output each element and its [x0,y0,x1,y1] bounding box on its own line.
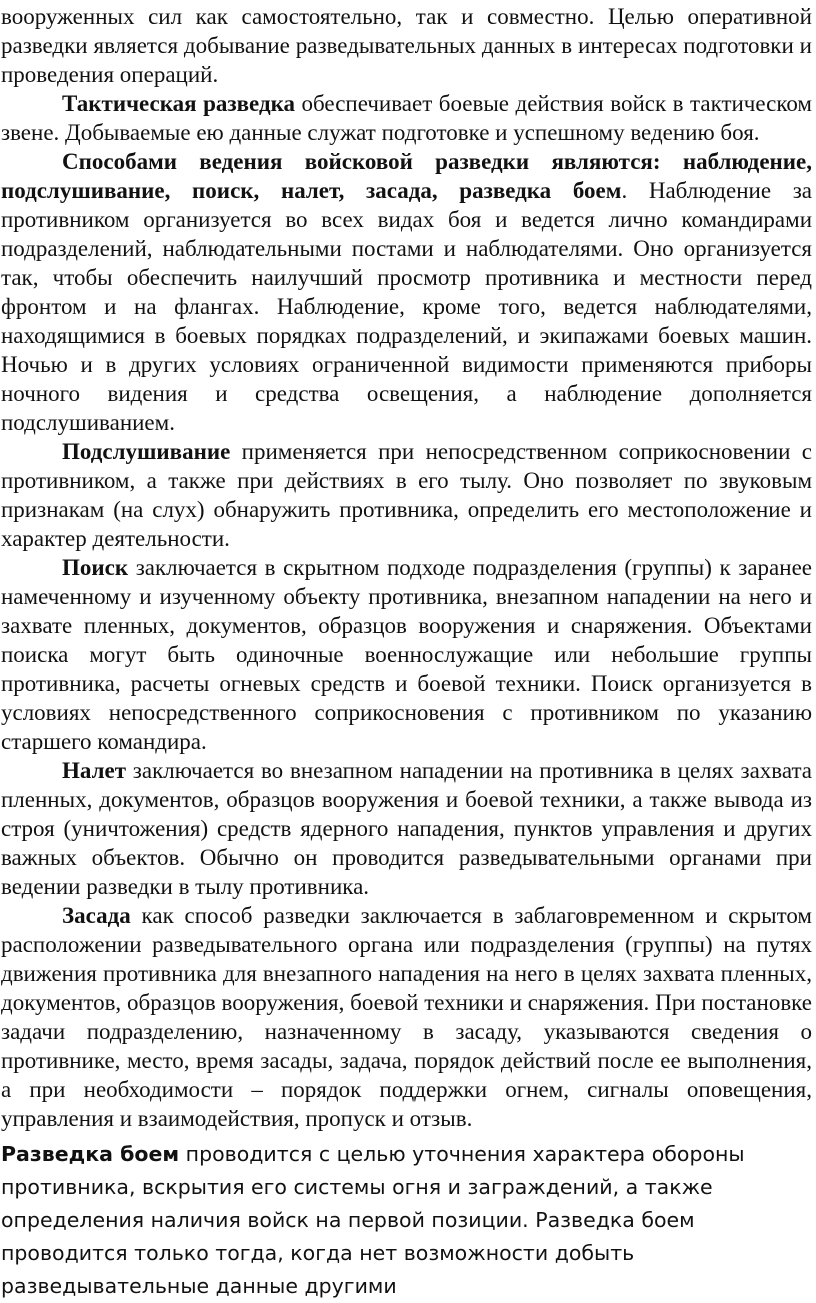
paragraph-text: применяется при непосредственном соприкосновении с противником, а также при действиях в его тылу. Оно позволяет по звуковым признакам (на слух) обнаружить противника, определить его местоположение и характер деятельности. [1,439,812,551]
paragraph-raid [1,756,812,901]
term-recon-by-battle: Разведка боем [1,1142,180,1166]
term-ambush: Засада [62,903,131,928]
term-raid: Налет [62,758,127,783]
paragraph-search [1,553,812,756]
term-search: Поиск [62,555,129,580]
paragraph-text: проводится с целью уточнения характера обороны противника, вскрытия его системы огня и заграждений, а также определения наличия войск на первой позиции. Разведка боем проводится только тогда, когда нет возможности добыть разведывательные данные другими [1,1142,745,1298]
paragraph-text: . Наблюдение за противником организуется во всех видах боя и ведется лично командирами подразделений, наблюдательными постами и наблюдателями. Оно организуется так, чтобы обеспечить наилучший просмотр противника и местности перед фронтом и на флангах. Наблюдение, кроме того, ведется наблюдателями, находящимися в боевых порядках подразделений, и экипажами боевых машин. Ночью и в других условиях ограниченной видимости применяются приборы ночного видения и средства освещения, а наблюдение дополняется подслушиванием. [1,178,812,435]
paragraph-ambush [1,901,812,1133]
paragraph-recon-by-battle [1,1138,812,1303]
paragraph-eavesdropping [1,437,812,553]
paragraph-text: обеспечивает боевые действия войск в тактическом звене. Добываемые ею данные служат подготовке и успешному ведению боя. [1,91,812,145]
paragraph-text: как способ разведки заключается в заблаговременном и скрытом расположении разведывательного органа или подразделения (группы) на путях движения противника для внезапного нападения на него в целях захвата пленных, документов, образцов вооружения, боевой техники и снаряжения. При постановке задачи подразделению, назначенному в засаду, указываются сведения о противнике, место, время засады, задача, порядок действий после ее выполнения, а при необходимости – порядок поддержки огнем, сигналы оповещения, управления и взаимодействия, пропуск и отзыв. [1,903,812,1131]
paragraph-text: заключается в скрытном подходе подразделения (группы) к заранее намеченному и изученному объекту противника, внезапном нападении на него и захвате пленных, документов, образцов вооружения и снаряжения. Объектами поиска могут быть одиночные военнослужащие или небольшие группы противника, расчеты огневых средств и боевой техники. Поиск организуется в условиях непосредственного соприкосновения с противником по указанию старшего командира. [1,555,812,754]
paragraph-recon-methods [1,147,812,437]
paragraph-tactical-recon [1,89,812,147]
paragraph-operational-recon-end [1,2,812,89]
term-tactical-recon: Тактическая разведка [62,91,296,116]
term-eavesdropping: Подслушивание [62,439,231,464]
paragraph-text: вооруженных сил как самостоятельно, так и совместно. Целью оперативной разведки является добывание разведывательных данных в интересах подготовки и проведения операций. [1,4,812,87]
term-recon-methods: Способами ведения войсковой разведки являются: наблюдение, подслушивание, поиск, налет, засада, разведка боем [1,149,812,203]
paragraph-text: заключается во внезапном нападении на противника в целях захвата пленных, документов, образцов вооружения и боевой техники, а также вывода из строя (уничтожения) средств ядерного нападения, пунктов управления и других важных объектов. Обычно он проводится разведывательными органами при ведении разведки в тылу противника. [1,758,812,899]
